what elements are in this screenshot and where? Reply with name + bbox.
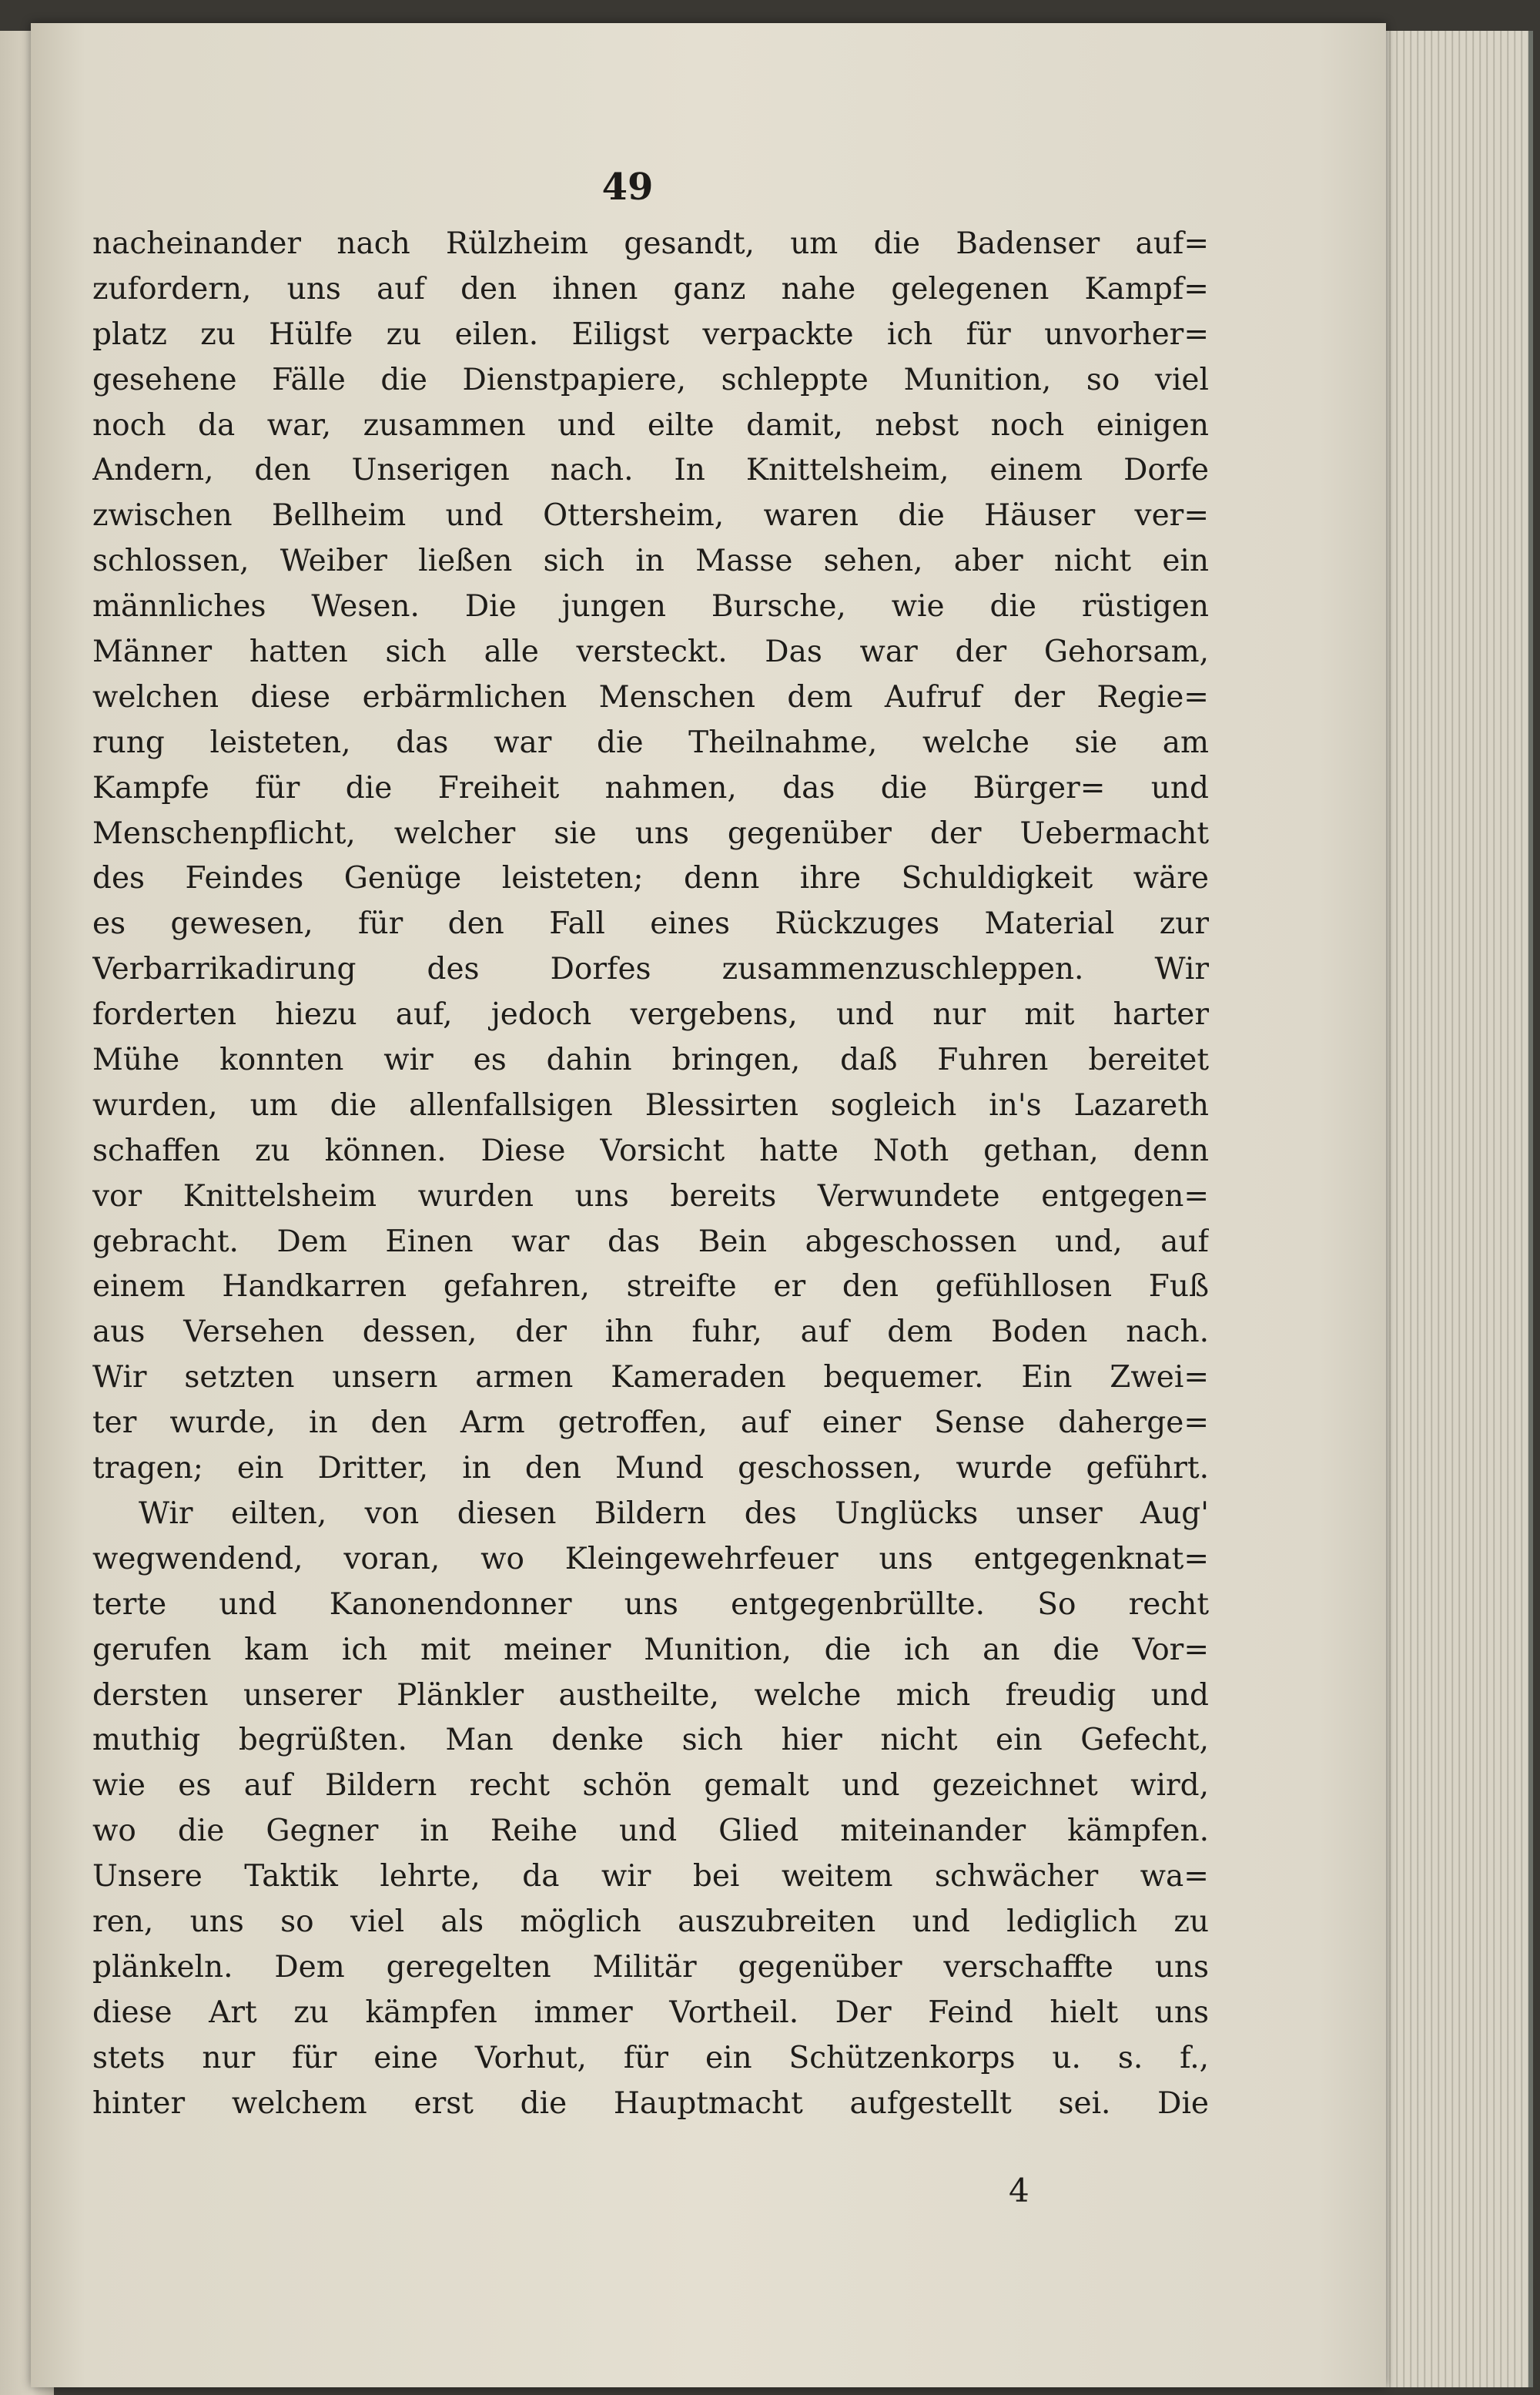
text-line: rung leisteten, das war die Theilnahme, welche sie am <box>92 725 1209 760</box>
text-line: gerufen kam ich mit meiner Munition, die ich an die Vor= <box>92 1632 1209 1667</box>
text-line: männliches Wesen. Die jungen Bursche, wie die rüstigen <box>92 589 1209 625</box>
text-line: Kampfe für die Freiheit nahmen, das die Bürger= und <box>92 770 1209 806</box>
text-line: dersten unserer Plänkler austheilte, welche mich freudig und <box>92 1677 1209 1713</box>
text-line: wurden, um die allenfallsigen Blessirten sogleich in's Lazareth <box>92 1087 1209 1123</box>
text-line: schlossen, Weiber ließen sich in Masse sehen, aber nicht ein <box>92 544 1209 579</box>
text-line: Verbarrikadirung des Dorfes zusammenzuschleppen. Wir <box>92 952 1209 987</box>
text-line: Mühe konnten wir es dahin bringen, daß Fuhren bereitet <box>92 1043 1209 1078</box>
text-line: schaffen zu können. Diese Vorsicht hatte Noth gethan, denn <box>92 1133 1209 1168</box>
text-line: forderten hiezu auf, jedoch vergebens, und nur mit harter <box>92 997 1209 1033</box>
text-line: Wir setzten unsern armen Kameraden bequemer. Ein Zwei= <box>92 1360 1209 1395</box>
text-line: wegwendend, voran, wo Kleingewehrfeuer uns entgegenknat= <box>92 1541 1209 1576</box>
text-line: vor Knittelsheim wurden uns bereits Verwundete entgegen= <box>92 1178 1209 1214</box>
text-line: Männer hatten sich alle versteckt. Das war der Gehorsam, <box>92 635 1209 670</box>
text-line: diese Art zu kämpfen immer Vortheil. Der Feind hielt uns <box>92 1995 1209 2030</box>
page-number: 49 <box>601 166 654 209</box>
text-line: welchen diese erbärmlichen Menschen dem Aufruf der Regie= <box>92 679 1209 715</box>
text-line: zwischen Bellheim und Ottersheim, waren die Häuser ver= <box>92 498 1209 534</box>
text-line: muthig begrüßten. Man denke sich hier nicht ein Gefecht, <box>92 1723 1209 1758</box>
text-line: ter wurde, in den Arm getroffen, auf einer Sense daherge= <box>92 1405 1209 1441</box>
text-line: gebracht. Dem Einen war das Bein abgeschossen und, auf <box>92 1224 1209 1259</box>
text-line: stets nur für eine Vorhut, für ein Schützenkorps u. s. f., <box>92 2040 1209 2075</box>
text-line: es gewesen, für den Fall eines Rückzuges Material zur <box>92 906 1209 942</box>
text-line: wie es auf Bildern recht schön gemalt und gezeichnet wird, <box>92 1768 1209 1804</box>
signature-mark: 4 <box>1009 2172 1029 2209</box>
text-line: Unsere Taktik lehrte, da wir bei weitem schwächer wa= <box>92 1859 1209 1894</box>
book-page <box>31 23 1386 2387</box>
text-line: zufordern, uns auf den ihnen ganz nahe gelegenen Kampf= <box>92 271 1209 306</box>
body-text <box>92 222 1209 2126</box>
text-line: tragen; ein Dritter, in den Mund geschossen, wurde geführt. <box>92 1451 1209 1486</box>
text-line: noch da war, zusammen und eilte damit, nebst noch einigen <box>92 407 1209 443</box>
text-line: einem Handkarren gefahren, streifte er den gefühllosen Fuß <box>92 1269 1209 1305</box>
page-stack-edges <box>1371 31 1533 2387</box>
text-line: gesehene Fälle die Dienstpapiere, schleppte Munition, so viel <box>92 362 1209 397</box>
text-line: aus Versehen dessen, der ihn fuhr, auf dem Boden nach. <box>92 1315 1209 1350</box>
text-line: Menschenpflicht, welcher sie uns gegenüber der Uebermacht <box>92 816 1209 851</box>
text-line: terte und Kanonendonner uns entgegenbrüllte. So recht <box>92 1586 1209 1622</box>
text-line: hinter welchem erst die Hauptmacht aufgestellt sei. Die <box>92 2085 1209 2121</box>
text-line: Wir eilten, von diesen Bildern des Unglücks unser Aug' <box>139 1496 1209 1531</box>
text-line: platz zu Hülfe zu eilen. Eiligst verpackte ich für unvorher= <box>92 317 1209 352</box>
text-line: nacheinander nach Rülzheim gesandt, um die Badenser auf= <box>92 226 1209 261</box>
text-line: des Feindes Genüge leisteten; denn ihre Schuldigkeit wäre <box>92 861 1209 896</box>
text-line: ren, uns so viel als möglich auszubreiten und lediglich zu <box>92 1904 1209 1939</box>
text-line: wo die Gegner in Reihe und Glied miteinander kämpfen. <box>92 1814 1209 1849</box>
text-line: plänkeln. Dem geregelten Militär gegenüber verschaffte uns <box>92 1949 1209 1985</box>
text-line: Andern, den Unserigen nach. In Knittelsheim, einem Dorfe <box>92 453 1209 488</box>
